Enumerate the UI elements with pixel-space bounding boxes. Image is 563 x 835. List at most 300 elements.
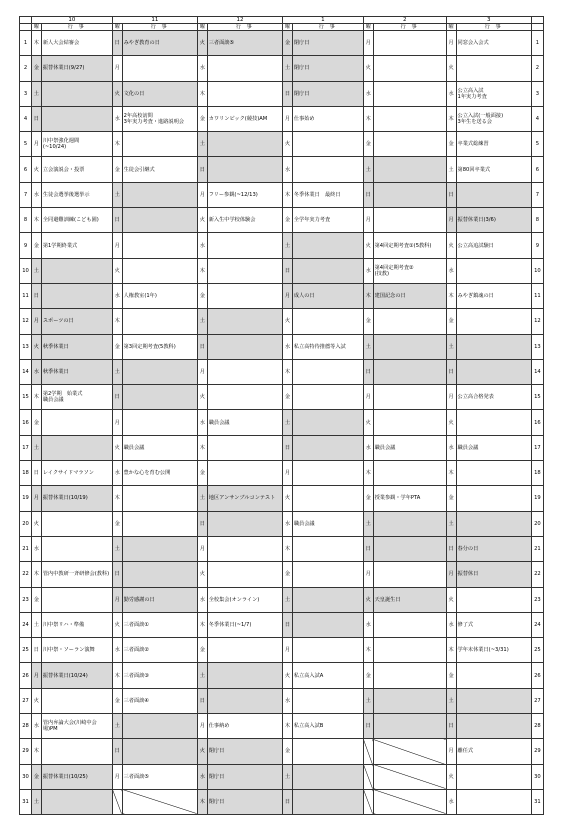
event-cell <box>292 309 363 334</box>
event-cell <box>207 688 282 713</box>
weekday-cell: 火 <box>112 435 122 460</box>
day-number-right: 13 <box>531 334 543 359</box>
day-row <box>20 233 544 258</box>
day-number-right: 27 <box>531 688 543 713</box>
event-cell <box>207 233 282 258</box>
weekday-cell: 木 <box>197 435 207 460</box>
event-cell <box>207 359 282 384</box>
weekday-column-label: 曜 <box>446 24 456 31</box>
event-column-label: 行 事 <box>292 24 363 31</box>
event-cell: 管内中教研一斉研修会(教科) <box>41 562 112 587</box>
weekday-cell: 月 <box>32 663 42 688</box>
event-cell: 立会演説会・投票 <box>41 157 112 182</box>
weekday-cell: 木 <box>112 309 122 334</box>
event-cell <box>373 208 446 233</box>
event-cell <box>122 714 197 739</box>
weekday-cell: 日 <box>112 208 122 233</box>
day-number-right: 9 <box>531 233 543 258</box>
day-number-right: 21 <box>531 536 543 561</box>
weekday-cell: 土 <box>32 258 42 283</box>
event-cell <box>207 663 282 688</box>
event-cell <box>122 410 197 435</box>
weekday-cell: 月 <box>446 385 456 410</box>
event-cell <box>41 536 112 561</box>
weekday-cell: 火 <box>112 612 122 637</box>
weekday-cell: 土 <box>32 612 42 637</box>
weekday-cell: 金 <box>283 31 293 56</box>
weekday-cell: 日 <box>363 714 373 739</box>
weekday-cell: 木 <box>197 612 207 637</box>
weekday-cell: 水 <box>446 789 456 814</box>
event-cell <box>122 359 197 384</box>
weekday-cell: 金 <box>446 132 456 157</box>
day-row <box>20 536 544 561</box>
weekday-cell: 土 <box>197 309 207 334</box>
event-cell: 公立高追試験日 <box>456 233 531 258</box>
event-cell <box>373 688 446 713</box>
month-header: 12 <box>197 17 282 24</box>
weekday-cell: 日 <box>197 688 207 713</box>
weekday-cell: 金 <box>283 208 293 233</box>
event-cell: みやぎ鎮魂の日 <box>456 283 531 308</box>
weekday-cell: 火 <box>112 258 122 283</box>
event-cell <box>41 789 112 814</box>
weekday-cell: 火 <box>446 587 456 612</box>
event-cell <box>373 31 446 56</box>
weekday-cell <box>363 764 373 789</box>
day-number-left: 15 <box>20 385 32 410</box>
event-cell: 豊かな心を育む公開 <box>122 461 197 486</box>
event-cell <box>122 739 197 764</box>
weekday-cell: 金 <box>32 410 42 435</box>
weekday-cell: 月 <box>197 359 207 384</box>
weekday-column-label: 曜 <box>112 24 122 31</box>
weekday-cell: 水 <box>32 714 42 739</box>
weekday-cell: 日 <box>283 258 293 283</box>
event-cell <box>122 511 197 536</box>
event-cell <box>292 764 363 789</box>
event-cell: 生徒会選挙後選挙示 <box>41 182 112 207</box>
event-cell <box>456 182 531 207</box>
weekday-cell: 日 <box>32 106 42 131</box>
day-row <box>20 309 544 334</box>
event-cell: 建国記念の日 <box>373 283 446 308</box>
weekday-cell: 水 <box>446 258 456 283</box>
day-number-right: 28 <box>531 714 543 739</box>
weekday-cell: 日 <box>446 714 456 739</box>
event-cell <box>456 663 531 688</box>
weekday-cell: 水 <box>446 435 456 460</box>
weekday-cell: 水 <box>32 359 42 384</box>
day-number-left: 24 <box>20 612 32 637</box>
day-number-left: 26 <box>20 663 32 688</box>
weekday-cell: 火 <box>197 739 207 764</box>
weekday-cell: 月 <box>363 385 373 410</box>
event-cell: 修了式 <box>456 612 531 637</box>
event-cell: 三者面談② <box>122 638 197 663</box>
event-cell: 地区アンサンブルコンテスト <box>207 486 282 511</box>
day-row <box>20 283 544 308</box>
event-cell <box>456 688 531 713</box>
event-cell <box>373 157 446 182</box>
day-number-left: 16 <box>20 410 32 435</box>
weekday-cell: 月 <box>283 106 293 131</box>
event-cell <box>41 688 112 713</box>
event-cell: 秋季休業日 <box>41 359 112 384</box>
day-number-left: 11 <box>20 283 32 308</box>
annual-calendar-table <box>19 16 544 815</box>
event-cell: 私立高入試A <box>292 663 363 688</box>
weekday-cell: 日 <box>446 182 456 207</box>
weekday-cell: 火 <box>283 132 293 157</box>
event-cell <box>456 309 531 334</box>
weekday-column-label: 曜 <box>363 24 373 31</box>
month-header: 1 <box>283 17 364 24</box>
event-cell: 振替休業日(3/6) <box>456 208 531 233</box>
event-cell <box>122 536 197 561</box>
day-number-right: 4 <box>531 106 543 131</box>
event-cell <box>207 157 282 182</box>
weekday-cell: 日 <box>446 536 456 561</box>
event-cell: 職員会議 <box>122 435 197 460</box>
weekday-cell: 土 <box>283 56 293 81</box>
event-cell: 三者面談① <box>122 612 197 637</box>
weekday-cell: 木 <box>32 385 42 410</box>
month-header: 2 <box>363 17 446 24</box>
event-cell: 振替休業日(10/25) <box>41 764 112 789</box>
weekday-cell: 水 <box>197 233 207 258</box>
weekday-cell: 月 <box>197 536 207 561</box>
day-row <box>20 258 544 283</box>
weekday-cell: 月 <box>283 638 293 663</box>
event-cell: 閉庁日 <box>292 31 363 56</box>
weekday-cell: 水 <box>197 764 207 789</box>
day-row <box>20 511 544 536</box>
day-number-right: 26 <box>531 663 543 688</box>
event-cell <box>292 739 363 764</box>
weekday-cell: 月 <box>363 208 373 233</box>
day-number-left: 23 <box>20 587 32 612</box>
event-cell <box>373 56 446 81</box>
day-number-left: 5 <box>20 132 32 157</box>
day-row <box>20 612 544 637</box>
event-cell: 春分の日 <box>456 536 531 561</box>
day-row <box>20 182 544 207</box>
day-number-right: 8 <box>531 208 543 233</box>
event-cell <box>122 233 197 258</box>
event-cell <box>373 106 446 131</box>
weekday-cell: 月 <box>363 31 373 56</box>
event-cell: 離任式 <box>456 739 531 764</box>
weekday-cell: 木 <box>197 81 207 106</box>
day-number-right: 11 <box>531 283 543 308</box>
weekday-cell: 火 <box>197 31 207 56</box>
day-row <box>20 562 544 587</box>
event-cell <box>122 132 197 157</box>
event-cell <box>373 81 446 106</box>
event-cell <box>456 764 531 789</box>
event-cell <box>122 486 197 511</box>
event-cell <box>292 612 363 637</box>
day-number-right: 30 <box>531 764 543 789</box>
weekday-cell: 火 <box>32 511 42 536</box>
event-cell <box>41 81 112 106</box>
event-cell: 川中祭リハ・準備 <box>41 612 112 637</box>
weekday-cell: 土 <box>197 486 207 511</box>
weekday-cell <box>363 789 373 814</box>
weekday-cell <box>112 789 122 814</box>
weekday-cell: 月 <box>112 56 122 81</box>
event-cell <box>207 461 282 486</box>
event-cell <box>292 536 363 561</box>
weekday-cell: 金 <box>363 309 373 334</box>
day-number-right: 12 <box>531 309 543 334</box>
weekday-cell: 土 <box>363 688 373 713</box>
day-number-right: 1 <box>531 31 543 56</box>
day-number-left: 9 <box>20 233 32 258</box>
weekday-cell: 土 <box>283 410 293 435</box>
event-cell <box>373 562 446 587</box>
day-row <box>20 764 544 789</box>
day-number-left: 4 <box>20 106 32 131</box>
weekday-cell: 木 <box>112 132 122 157</box>
weekday-cell: 水 <box>446 81 456 106</box>
weekday-cell: 水 <box>112 283 122 308</box>
event-cell <box>41 410 112 435</box>
event-column-label: 行 事 <box>122 24 197 31</box>
event-cell: 冬季休業日(~1/7) <box>207 612 282 637</box>
weekday-cell: 月 <box>446 31 456 56</box>
event-cell <box>122 182 197 207</box>
event-cell: 仕事納め <box>207 714 282 739</box>
weekday-cell: 水 <box>112 106 122 131</box>
weekday-cell: 金 <box>363 486 373 511</box>
event-cell <box>373 410 446 435</box>
day-row <box>20 410 544 435</box>
weekday-column-label: 曜 <box>283 24 293 31</box>
weekday-cell: 水 <box>363 612 373 637</box>
weekday-cell: 金 <box>446 309 456 334</box>
weekday-cell: 火 <box>446 233 456 258</box>
event-cell <box>207 258 282 283</box>
event-cell <box>292 688 363 713</box>
weekday-cell: 水 <box>283 334 293 359</box>
weekday-cell: 金 <box>32 233 42 258</box>
day-number-right: 18 <box>531 461 543 486</box>
event-cell <box>41 587 112 612</box>
day-number-right: 15 <box>531 385 543 410</box>
corner-cell <box>20 17 32 24</box>
event-cell <box>41 283 112 308</box>
weekday-cell: 木 <box>283 182 293 207</box>
nonexistent-date-cell <box>373 739 446 764</box>
weekday-cell: 水 <box>363 81 373 106</box>
weekday-cell: 土 <box>197 132 207 157</box>
weekday-cell: 日 <box>112 31 122 56</box>
weekday-cell: 日 <box>32 461 42 486</box>
day-number-right: 16 <box>531 410 543 435</box>
event-cell <box>122 309 197 334</box>
day-number-left: 19 <box>20 486 32 511</box>
day-number-left: 2 <box>20 56 32 81</box>
event-cell <box>373 714 446 739</box>
weekday-cell: 金 <box>197 638 207 663</box>
weekday-cell: 土 <box>112 536 122 561</box>
weekday-cell: 木 <box>363 283 373 308</box>
weekday-cell: 金 <box>283 739 293 764</box>
event-cell <box>41 435 112 460</box>
weekday-cell: 火 <box>283 309 293 334</box>
weekday-cell: 火 <box>363 410 373 435</box>
event-cell: 閉庁日 <box>292 81 363 106</box>
weekday-cell: 水 <box>197 56 207 81</box>
weekday-cell: 木 <box>446 106 456 131</box>
event-cell: 成人の日 <box>292 283 363 308</box>
weekday-cell: 土 <box>363 157 373 182</box>
nonexistent-date-cell <box>373 789 446 814</box>
event-cell: 三者面談⑤ <box>207 31 282 56</box>
weekday-cell: 木 <box>283 359 293 384</box>
weekday-cell: 日 <box>112 739 122 764</box>
weekday-cell: 月 <box>363 562 373 587</box>
day-number-left: 8 <box>20 208 32 233</box>
event-cell: 三者面談⑤ <box>122 764 197 789</box>
event-cell: 勤労感謝の日 <box>122 587 197 612</box>
event-cell <box>122 258 197 283</box>
weekday-cell: 金 <box>283 385 293 410</box>
day-number-right: 6 <box>531 157 543 182</box>
day-number-left: 21 <box>20 536 32 561</box>
weekday-cell: 水 <box>32 536 42 561</box>
event-cell <box>122 562 197 587</box>
weekday-cell: 水 <box>283 688 293 713</box>
weekday-cell: 火 <box>32 157 42 182</box>
weekday-cell: 日 <box>32 638 42 663</box>
day-number-right: 29 <box>531 739 543 764</box>
weekday-cell: 木 <box>197 258 207 283</box>
event-cell <box>207 81 282 106</box>
event-cell: 冬季休業日 最終日 <box>292 182 363 207</box>
day-row <box>20 31 544 56</box>
event-cell: 公立高合格発表 <box>456 385 531 410</box>
weekday-cell: 金 <box>283 562 293 587</box>
event-cell: 閉庁日 <box>207 739 282 764</box>
event-cell <box>373 638 446 663</box>
event-cell: 第4回定期考査①(5教科) <box>373 233 446 258</box>
month-header-row <box>20 17 544 24</box>
event-cell: 職員会議 <box>373 435 446 460</box>
weekday-cell: 木 <box>283 536 293 561</box>
event-cell <box>456 359 531 384</box>
weekday-cell: 火 <box>32 334 42 359</box>
weekday-cell: 木 <box>32 31 42 56</box>
event-cell <box>122 56 197 81</box>
day-row <box>20 157 544 182</box>
day-number-left: 7 <box>20 182 32 207</box>
event-cell: カワリンピック(競技)AM <box>207 106 282 131</box>
weekday-cell: 金 <box>32 587 42 612</box>
event-cell: 第4回定期考査② (技教) <box>373 258 446 283</box>
day-number-left: 18 <box>20 461 32 486</box>
weekday-cell: 木 <box>363 106 373 131</box>
event-cell: 川中祭・ソーラン演舞 <box>41 638 112 663</box>
day-number-right: 17 <box>531 435 543 460</box>
weekday-cell: 金 <box>363 132 373 157</box>
weekday-cell: 火 <box>112 81 122 106</box>
event-cell <box>373 511 446 536</box>
day-row <box>20 56 544 81</box>
event-cell: 全学年実力考査 <box>292 208 363 233</box>
weekday-cell: 火 <box>446 764 456 789</box>
weekday-cell: 月 <box>446 208 456 233</box>
event-cell: 閉庁日 <box>207 764 282 789</box>
weekday-cell: 木 <box>32 739 42 764</box>
weekday-cell: 火 <box>446 56 456 81</box>
event-cell: 川中祭強化週間 (~10/24) <box>41 132 112 157</box>
weekday-cell: 月 <box>283 461 293 486</box>
weekday-cell: 月 <box>446 739 456 764</box>
weekday-cell: 水 <box>283 157 293 182</box>
event-cell <box>373 461 446 486</box>
weekday-cell: 水 <box>446 612 456 637</box>
weekday-cell: 金 <box>197 106 207 131</box>
weekday-cell: 土 <box>363 334 373 359</box>
event-cell <box>373 334 446 359</box>
weekday-cell: 金 <box>32 56 42 81</box>
weekday-cell: 土 <box>446 688 456 713</box>
weekday-cell: 木 <box>446 283 456 308</box>
weekday-cell: 木 <box>32 562 42 587</box>
nonexistent-date-cell <box>122 789 197 814</box>
day-number-left: 10 <box>20 258 32 283</box>
event-cell <box>456 714 531 739</box>
event-cell <box>292 233 363 258</box>
weekday-cell: 日 <box>112 385 122 410</box>
event-cell <box>456 511 531 536</box>
event-cell: 全同避難訓練(こども園) <box>41 208 112 233</box>
day-row <box>20 81 544 106</box>
weekday-cell: 金 <box>112 688 122 713</box>
event-cell: 第80回卒業式 <box>456 157 531 182</box>
event-cell: 閉庁日 <box>292 56 363 81</box>
weekday-cell: 木 <box>363 461 373 486</box>
event-cell: 振替休業日(10/24) <box>41 663 112 688</box>
event-cell: 閉庁日 <box>207 789 282 814</box>
event-cell: 天皇誕生日 <box>373 587 446 612</box>
day-number-right: 24 <box>531 612 543 637</box>
day-row <box>20 638 544 663</box>
event-cell: 人権教室(1年) <box>122 283 197 308</box>
weekday-cell: 水 <box>112 461 122 486</box>
day-number-right: 2 <box>531 56 543 81</box>
event-cell <box>456 56 531 81</box>
event-cell: 第2学期 始業式 職員会議 <box>41 385 112 410</box>
event-cell: 秋季休業日 <box>41 334 112 359</box>
weekday-cell: 土 <box>446 157 456 182</box>
day-row <box>20 461 544 486</box>
weekday-cell <box>363 739 373 764</box>
event-cell <box>207 536 282 561</box>
day-number-right: 23 <box>531 587 543 612</box>
weekday-cell: 日 <box>283 81 293 106</box>
weekday-cell: 水 <box>197 587 207 612</box>
corner-cell <box>20 24 32 31</box>
weekday-cell: 金 <box>446 663 456 688</box>
weekday-cell: 金 <box>197 283 207 308</box>
event-cell: 管内弁論大会(川崎中会場)PM <box>41 714 112 739</box>
event-cell: 仕事始め <box>292 106 363 131</box>
day-number-left: 14 <box>20 359 32 384</box>
